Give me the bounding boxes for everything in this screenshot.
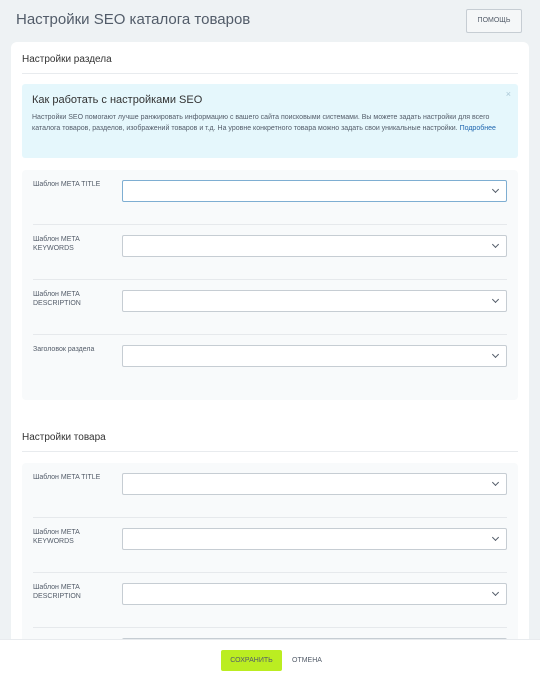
seo-info-box <box>22 84 518 158</box>
product-meta-keywords-select[interactable] <box>122 528 507 550</box>
field-label: Шаблон META TITLE <box>33 474 101 481</box>
help-button[interactable]: ПОМОЩЬ <box>466 9 522 33</box>
chevron-down-icon <box>492 296 499 303</box>
field-label: Шаблон META TITLE <box>33 181 101 188</box>
info-title: Как работать с настройками SEO <box>32 94 203 106</box>
product-meta-title-select[interactable] <box>122 473 507 495</box>
settings-card <box>11 42 529 676</box>
chevron-down-icon <box>492 241 499 248</box>
product-settings-title: Настройки товара <box>22 432 106 443</box>
product-meta-description-select[interactable] <box>122 583 507 605</box>
section-meta-keywords-select[interactable] <box>122 235 507 257</box>
section-settings-title: Настройки раздела <box>22 54 112 65</box>
chevron-down-icon <box>492 186 499 193</box>
chevron-down-icon <box>492 479 499 486</box>
cancel-button[interactable]: ОТМЕНА <box>292 657 322 664</box>
field-row-product-meta-keywords <box>22 518 518 573</box>
page-title: Настройки SEO каталога товаров <box>16 11 251 28</box>
close-icon[interactable]: × <box>505 89 511 99</box>
chevron-down-icon <box>492 589 499 596</box>
field-row-section-meta-keywords <box>22 225 518 280</box>
field-row-section-meta-description <box>22 280 518 335</box>
chevron-down-icon <box>492 534 499 541</box>
field-label: Шаблон META KEYWORDS <box>33 529 80 545</box>
field-row-section-heading <box>22 335 518 390</box>
info-text <box>32 112 502 134</box>
info-description: Настройки SEO помогают лучше ранжировать информацию с вашего сайта поисковыми системами. Вы можете задать настройки для всего каталога товаров, разделов, изображений товаров и т.д. На уровне конкретного товара можно задать свои уникальные настройки. <box>32 114 490 132</box>
field-label: Шаблон META DESCRIPTION <box>33 291 81 307</box>
save-button[interactable]: СОХРАНИТЬ <box>221 650 282 671</box>
section-divider <box>22 451 518 452</box>
section-divider <box>22 73 518 74</box>
section-meta-description-select[interactable] <box>122 290 507 312</box>
field-row-product-meta-description <box>22 573 518 628</box>
field-label: Шаблон META KEYWORDS <box>33 236 80 252</box>
field-row-product-meta-title <box>22 463 518 518</box>
more-link[interactable]: Подробнее <box>459 125 496 132</box>
field-label: Шаблон META DESCRIPTION <box>33 584 81 600</box>
chevron-down-icon <box>492 351 499 358</box>
section-fields-group <box>22 170 518 400</box>
section-heading-select[interactable] <box>122 345 507 367</box>
section-meta-title-select[interactable] <box>122 180 507 202</box>
field-row-section-meta-title <box>22 170 518 225</box>
page-header <box>0 0 540 42</box>
form-footer <box>0 639 540 677</box>
field-label: Заголовок раздела <box>33 346 95 353</box>
